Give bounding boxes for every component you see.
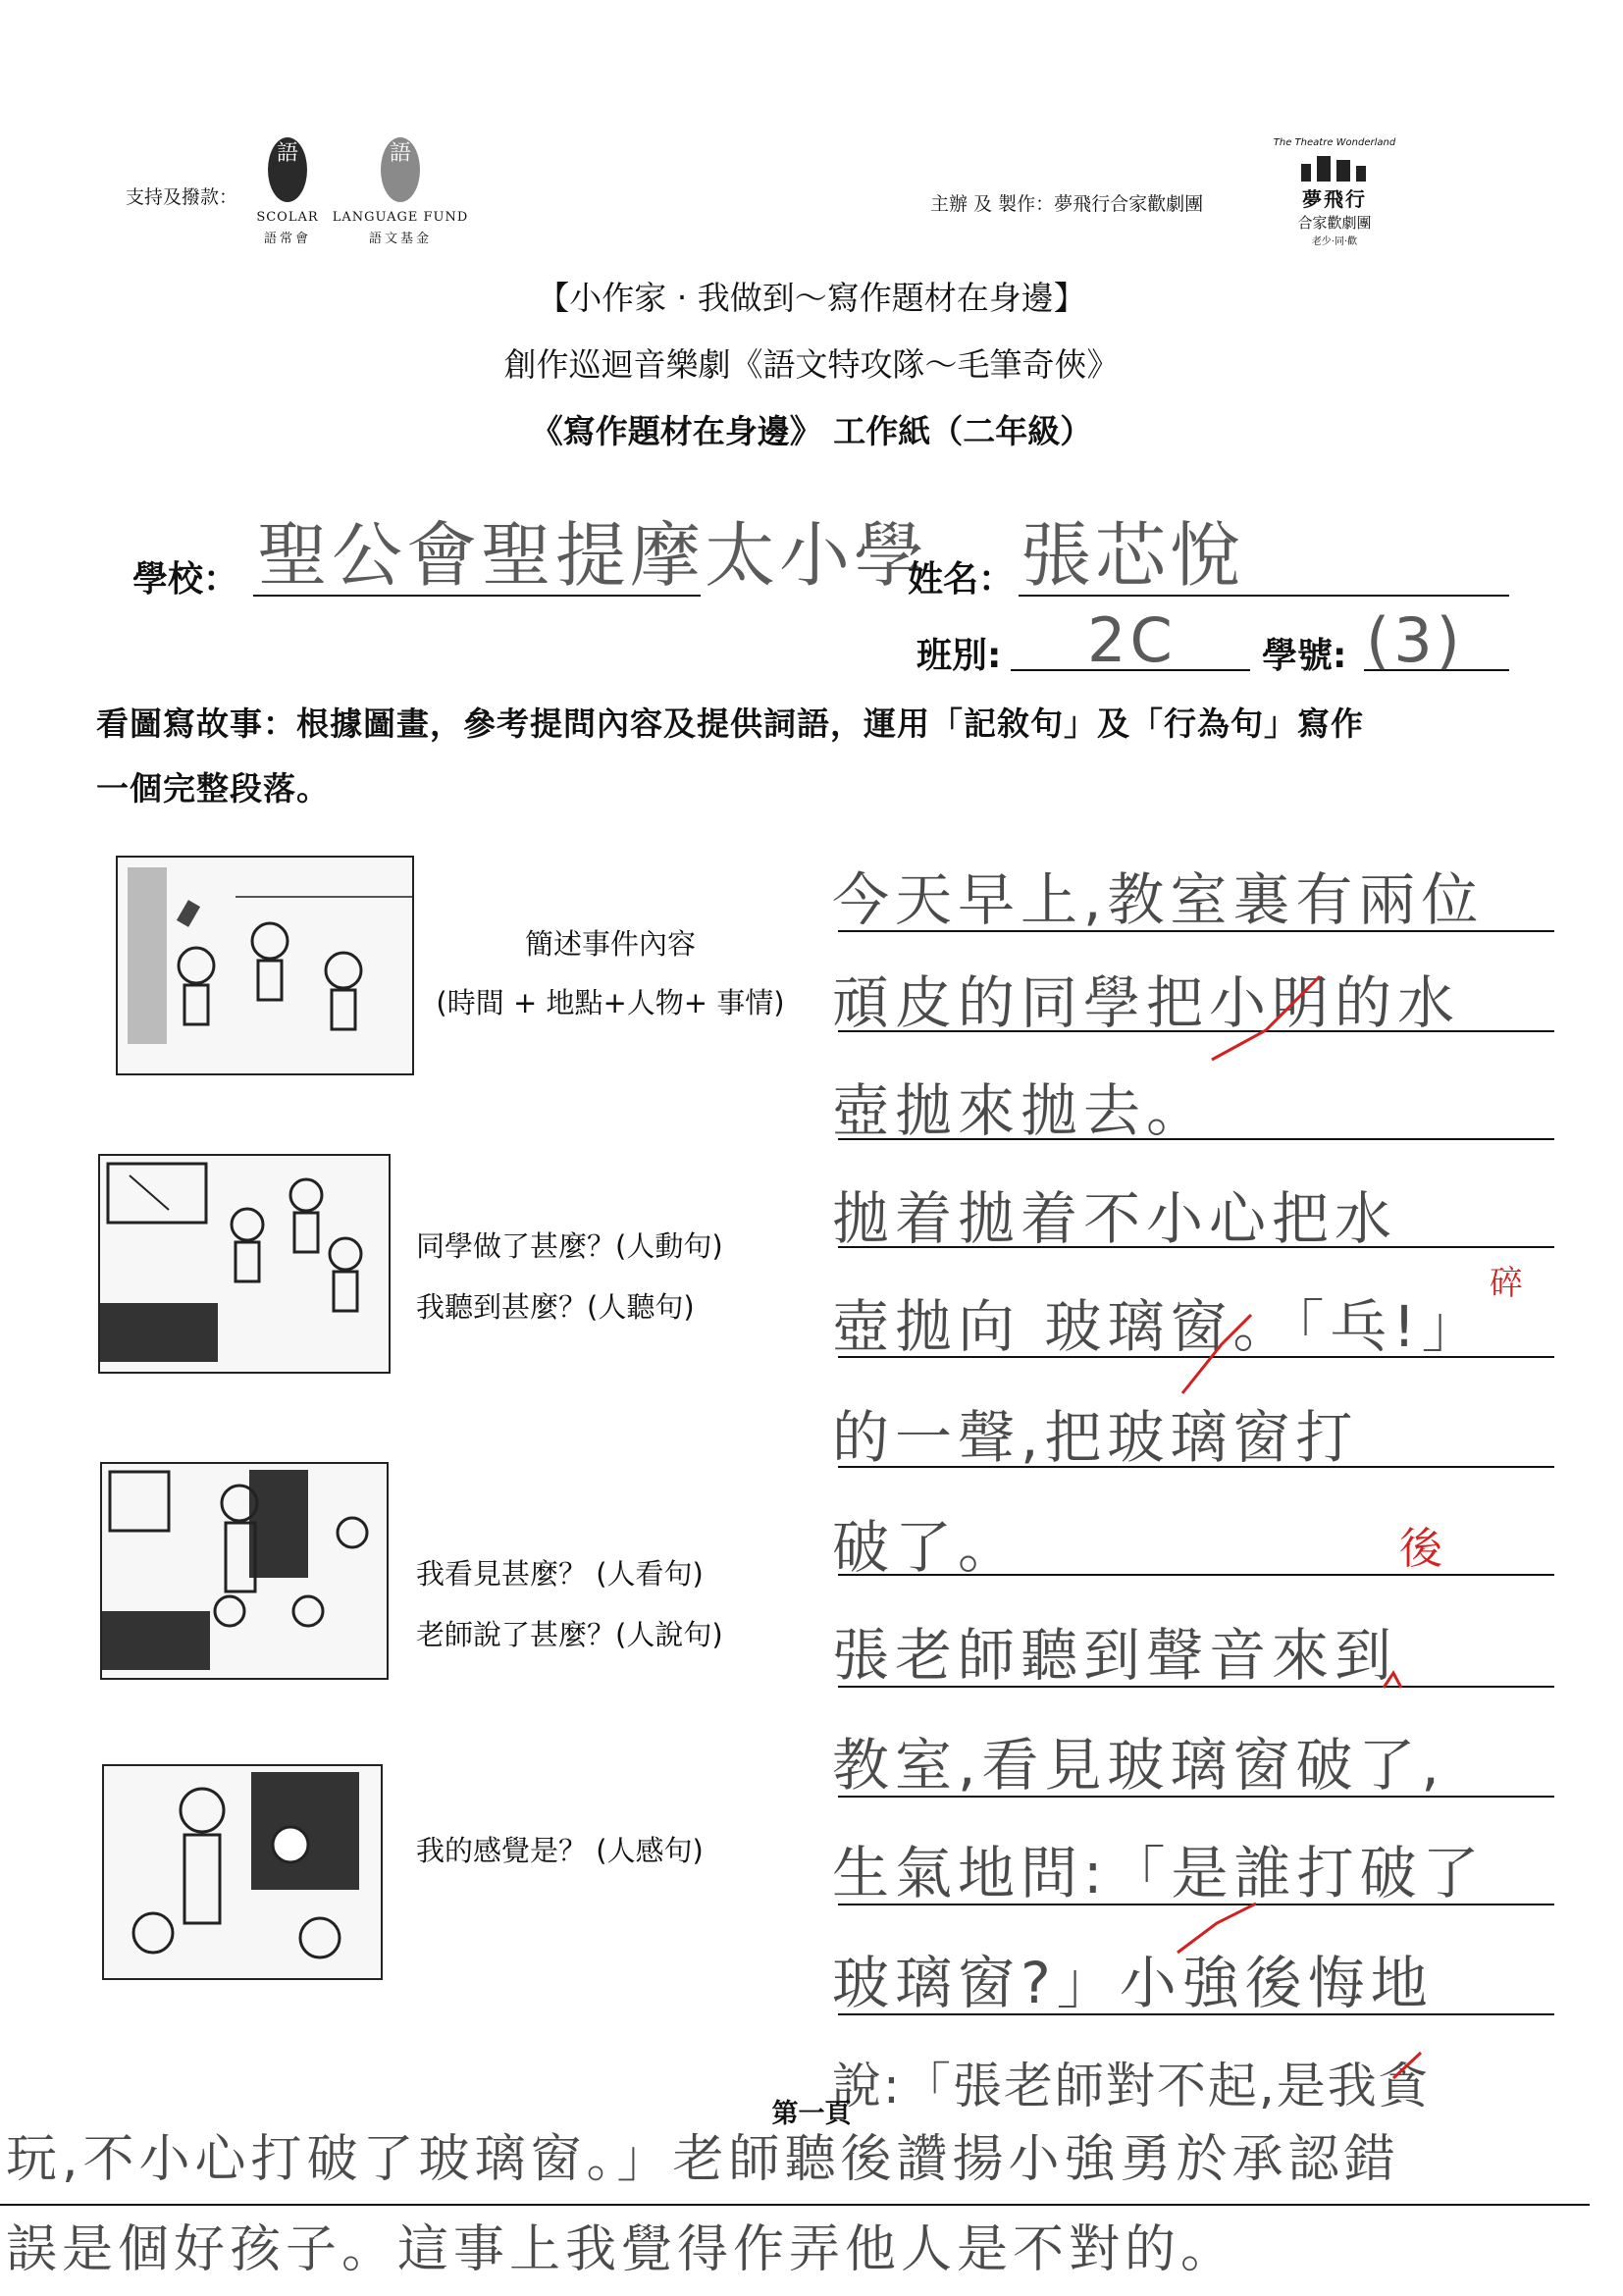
name-value: 張芯悅 bbox=[1021, 514, 1245, 597]
prompt-3-line-2: 老師說了甚麼？(人說句) bbox=[416, 1618, 723, 1651]
scolar-logo-en: SCOLAR bbox=[256, 210, 319, 225]
answer-line-2: 頑皮的同學把小明的水 bbox=[832, 969, 1461, 1036]
worksheet-title-3: 《寫作題材在身邊》 工作紙（二年級） bbox=[530, 412, 1093, 450]
prompt-4-line-1: 我的感覺是？ (人感句) bbox=[416, 1834, 704, 1867]
class-label: 班別: bbox=[916, 636, 1002, 676]
language-fund-logo-zh: 語文基金 bbox=[368, 232, 432, 246]
correction-sui: 碎 bbox=[1490, 1264, 1523, 1303]
prompt-3-line-1: 我看見甚麼？ (人看句) bbox=[416, 1557, 704, 1591]
answer-line-9: 教室,看見玻璃窗破了, bbox=[832, 1732, 1445, 1799]
worksheet-title-2: 創作巡迴音樂劇《語文特攻隊～毛筆奇俠》 bbox=[503, 345, 1120, 384]
prompt-2-line-1: 同學做了甚麼？(人動句) bbox=[416, 1229, 723, 1263]
name-label: 姓名： bbox=[908, 559, 1015, 600]
number-value: (3) bbox=[1366, 604, 1464, 676]
prompt-1-line-2: (時間 + 地點+人物+ 事情) bbox=[436, 986, 785, 1019]
answer-line-5: 壺拋向 玻璃窗。「乓!」 bbox=[832, 1293, 1485, 1360]
answer-line-8: 張老師聽到聲音來到 bbox=[832, 1622, 1398, 1689]
answer-line-4: 拋着拋着不小心把水 bbox=[832, 1185, 1398, 1252]
answer-continuation-2: 誤是個好孩子。這事上我覺得作弄他人是不對的。 bbox=[6, 2220, 1237, 2279]
scolar-logo-zh: 語常會 bbox=[263, 232, 311, 246]
answer-line-11: 玻璃窗?」小強後悔地 bbox=[832, 1950, 1434, 2016]
prompt-2-line-2: 我聽到甚麼？(人聽句) bbox=[416, 1290, 695, 1324]
answer-line-1: 今天早上,教室裏有兩位 bbox=[832, 866, 1485, 933]
scolar-logo-mark: 語 bbox=[268, 137, 307, 202]
prompt-1-line-1: 簡述事件內容 bbox=[524, 927, 696, 961]
theatre-logo-zh: 夢飛行 bbox=[1302, 187, 1367, 211]
number-label: 學號: bbox=[1262, 636, 1347, 676]
theatre-logo-en: The Theatre Wonderland bbox=[1273, 137, 1396, 148]
answer-line-3: 壺拋來拋去。 bbox=[832, 1077, 1210, 1144]
instruction-line-2: 一個完整段落。 bbox=[96, 769, 330, 808]
school-label: 學校： bbox=[132, 559, 239, 600]
worksheet-title-1: 【小作家 ‧ 我做到～寫作題材在身邊】 bbox=[537, 279, 1086, 317]
instruction-line-1: 看圖寫故事：根據圖畫，參考提問內容及提供詞語，運用「記敘句」及「行為句」寫作 bbox=[96, 704, 1364, 743]
answer-line-10: 生氣地問:「是誰打破了 bbox=[832, 1840, 1486, 1906]
page-number: 第一頁 bbox=[771, 2099, 852, 2129]
theatre-logo-zh2: 合家歡劇團 bbox=[1297, 214, 1372, 232]
sponsor-label: 支持及撥款： bbox=[126, 186, 238, 208]
answer-line-7: 破了。 bbox=[832, 1514, 1021, 1581]
answer-line-6: 的一聲,把玻璃窗打 bbox=[832, 1404, 1359, 1471]
answer-continuation-1: 玩,不小心打破了玻璃窗。」老師聽後讚揚小強勇於承認錯 bbox=[6, 2130, 1400, 2189]
answer-line-12: 說:「張老師對不起,是我貪 bbox=[832, 2058, 1430, 2114]
language-fund-logo-en: LANGUAGE FUND bbox=[332, 210, 469, 225]
class-value: 2C bbox=[1087, 604, 1177, 676]
organizer-text: 主辦 及 製作：夢飛行合家歡劇團 bbox=[930, 193, 1204, 215]
theatre-logo-sub: 老少‧同‧歡 bbox=[1311, 236, 1358, 247]
language-fund-logo-mark: 語 bbox=[381, 137, 420, 202]
correction-insert-hou: 後 bbox=[1399, 1524, 1442, 1574]
school-value: 聖公會聖提摩太小學 bbox=[257, 514, 929, 597]
